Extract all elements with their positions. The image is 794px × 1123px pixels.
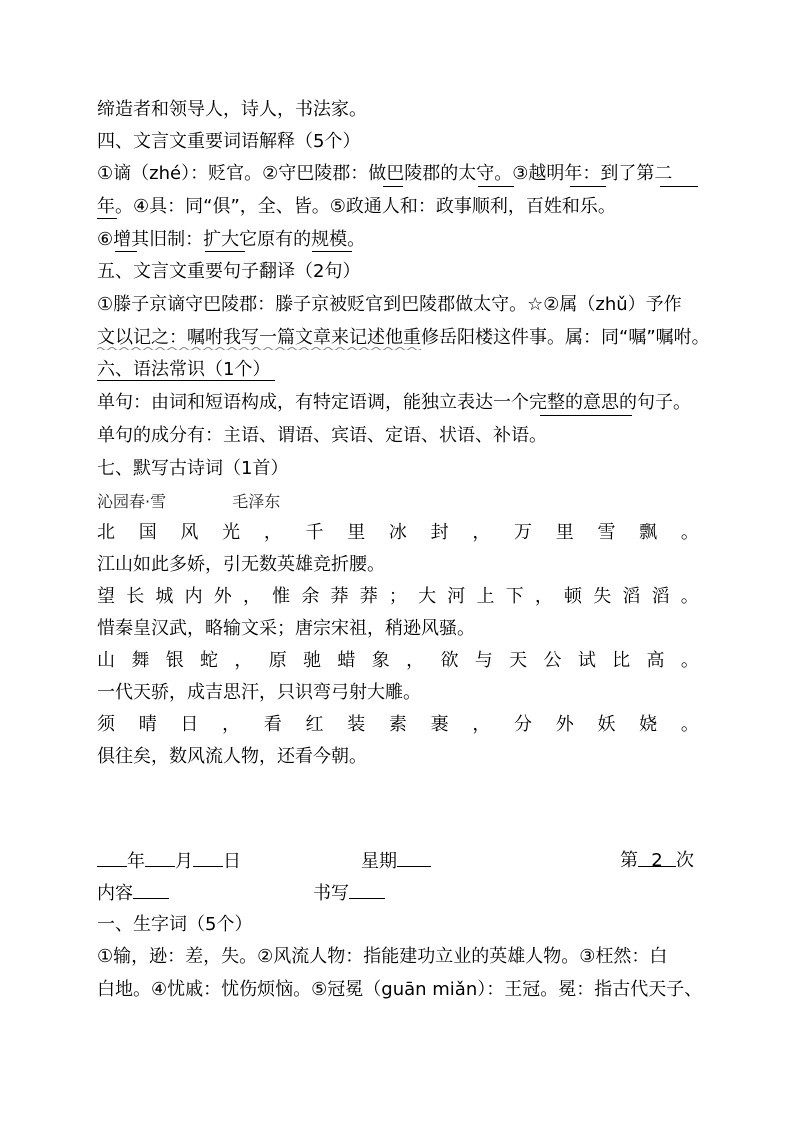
weekday-line [361, 848, 431, 875]
content-label: 内容 [97, 883, 133, 904]
poem-char: ， [472, 714, 491, 735]
underline-mark [540, 415, 632, 416]
section-heading: 五、文言文重要句子翻译（2句） [97, 261, 361, 282]
section-heading: 四、文言文重要词语解释（5个） [97, 131, 361, 152]
poem-char: 封 [430, 522, 449, 543]
poem-char: ， [534, 586, 553, 607]
poem-char: 滔 [622, 586, 641, 607]
poem-char: 裹 [430, 714, 449, 735]
underline-mark [478, 186, 514, 187]
poem-char: 装 [347, 714, 366, 735]
poem-spread-line [97, 584, 699, 610]
poem-char: 顿 [564, 586, 582, 607]
poem-char: 蜡 [337, 650, 356, 671]
poem-char: 余 [301, 586, 320, 607]
poem-char: 试 [577, 650, 596, 671]
poem-char: 失 [593, 586, 612, 607]
poem-char: 里 [555, 522, 574, 543]
year-label: 年 [127, 851, 145, 872]
underline-mark [97, 380, 275, 381]
poem-line: 江山如此多娇，引无数英雄竞折腰。 [97, 554, 385, 575]
poem-char: ， [263, 522, 282, 543]
poem-char: 看 [263, 714, 282, 735]
poem-char: ， [472, 522, 491, 543]
poem-spread-line [97, 520, 699, 546]
poem-char: 比 [612, 650, 631, 671]
blank-field [193, 848, 223, 867]
underline-mark [115, 251, 137, 252]
blank-field [145, 848, 175, 867]
underline-mark [312, 251, 352, 252]
blank-field [349, 880, 385, 899]
poem-author: 毛泽东 [232, 492, 281, 511]
poem-char: 莽 [359, 586, 378, 607]
poem-char: 飘 [639, 522, 658, 543]
poem-char: 须 [97, 714, 115, 735]
poem-char: 风 [180, 522, 199, 543]
poem-char: 日 [180, 714, 199, 735]
poem-char: 公 [543, 650, 562, 671]
writing-label: 书写 [313, 883, 349, 904]
poem-char: 光 [222, 522, 241, 543]
poem-char: 外 [213, 586, 232, 607]
blank-field [97, 848, 127, 867]
poem-char: 驰 [303, 650, 322, 671]
poem-char: ， [234, 650, 253, 671]
poem-char: 天 [509, 650, 528, 671]
poem-char: 莽 [330, 586, 349, 607]
poem-char: 。 [680, 714, 699, 735]
text-line: 单句的成分有：主语、谓语、宾语、定语、状语、补语。 [97, 425, 547, 446]
poem-line: 惜秦皇汉武，略输文采；唐宗宋祖，稍逊风骚。 [97, 618, 475, 639]
poem-char: 河 [447, 586, 466, 607]
content-line [97, 880, 169, 907]
poem-char: ， [406, 650, 425, 671]
poem-char: 红 [305, 714, 324, 735]
blank-field [133, 880, 169, 899]
poem-char: 分 [514, 714, 533, 735]
poem-char: 冰 [388, 522, 407, 543]
text-line: 单句：由词和短语构成，有特定语调，能独立表达一个完整的意思的句子。 [97, 392, 691, 413]
underline-mark [97, 218, 117, 219]
count-prefix: 第 [620, 850, 638, 871]
text-line: 文以记之：嘱咐我写一篇文章来记述他重修岳阳楼这件事。属：同“嘱”嘱咐。 [97, 327, 710, 348]
poem-char: ， [222, 714, 241, 735]
poem-char: 千 [305, 522, 324, 543]
poem-char: 象 [371, 650, 390, 671]
poem-char: 欲 [440, 650, 459, 671]
poem-char: 上 [476, 586, 495, 607]
day-label: 日 [223, 851, 241, 872]
poem-char: 。 [680, 586, 699, 607]
poem-char: 北 [97, 522, 115, 543]
poem-title-line [97, 489, 699, 515]
underline-mark [383, 186, 403, 187]
poem-spread-line [97, 648, 699, 674]
month-label: 月 [175, 851, 193, 872]
section-heading: 六、语法常识（1个） [97, 359, 271, 380]
poem-char: 晴 [138, 714, 157, 735]
count-value: 2 [638, 848, 676, 867]
poem-char: ， [242, 586, 261, 607]
blank-field [397, 848, 431, 867]
poem-char: 长 [126, 586, 145, 607]
text-line: ⑥增其旧制：扩大它原有的规模。 [97, 229, 366, 250]
poem-char: 山 [97, 650, 115, 671]
count-line [620, 848, 694, 874]
text-line: ①谪（zhé）：贬官。②守巴陵郡：做巴陵郡的太守。③越明年：到了第二 [97, 163, 673, 184]
poem-char: 大 [418, 586, 437, 607]
section-heading: 一、生字词（5个） [97, 914, 253, 935]
text-line: 缔造者和领导人，诗人，书法家。 [97, 99, 367, 120]
text-line: 白地。④忧戚：忧伤烦恼。⑤冠冕（guān miǎn）：王冠。冕：指古代天子、 [97, 979, 703, 1000]
poem-char: 。 [680, 522, 699, 543]
count-suffix: 次 [676, 850, 694, 871]
date-line [97, 848, 241, 875]
poem-char: 惟 [272, 586, 291, 607]
poem-title: 沁园春·雪 [97, 492, 167, 511]
poem-char: 下 [505, 586, 524, 607]
poem-char: 蛇 [200, 650, 219, 671]
poem-char: 。 [680, 650, 699, 671]
poem-char: 望 [97, 586, 115, 607]
poem-char: 外 [555, 714, 574, 735]
writing-line [313, 880, 385, 907]
poem-spread-line [97, 712, 699, 738]
poem-char: 妖 [597, 714, 616, 735]
poem-char: ； [388, 586, 407, 607]
wavy-underline [97, 346, 427, 350]
poem-line: 一代天骄，成吉思汗，只识弯弓射大雕。 [97, 682, 421, 703]
poem-char: 滔 [651, 586, 670, 607]
text-line: ①滕子京谪守巴陵郡：滕子京被贬官到巴陵郡做太守。☆②属（zhǔ）予作 [97, 294, 682, 315]
text-line: 年。④具：同“俱”，全、皆。⑤政通人和：政事顺利，百姓和乐。 [97, 196, 616, 217]
text-line: ①输，逊：差，失。②风流人物：指能建功立业的英雄人物。③枉然：白 [97, 946, 668, 967]
section-heading: 七、默写古诗词（1首） [97, 458, 289, 479]
poem-char: 银 [165, 650, 184, 671]
poem-char: 万 [514, 522, 533, 543]
poem-char: 雪 [597, 522, 616, 543]
underline-mark [205, 251, 245, 252]
poem-char: 城 [155, 586, 174, 607]
weekday-label: 星期 [361, 851, 397, 872]
poem-char: 素 [388, 714, 407, 735]
poem-char: 舞 [131, 650, 150, 671]
poem-char: 里 [347, 522, 366, 543]
underline-mark [660, 186, 698, 187]
poem-line: 俱往矣，数风流人物，还看今朝。 [97, 746, 367, 767]
poem-char: 国 [138, 522, 157, 543]
poem-char: 原 [268, 650, 287, 671]
poem-char: 内 [184, 586, 203, 607]
poem-char: 高 [646, 650, 665, 671]
poem-char: 与 [474, 650, 493, 671]
poem-char: 娆 [639, 714, 658, 735]
underline-mark [570, 186, 606, 187]
